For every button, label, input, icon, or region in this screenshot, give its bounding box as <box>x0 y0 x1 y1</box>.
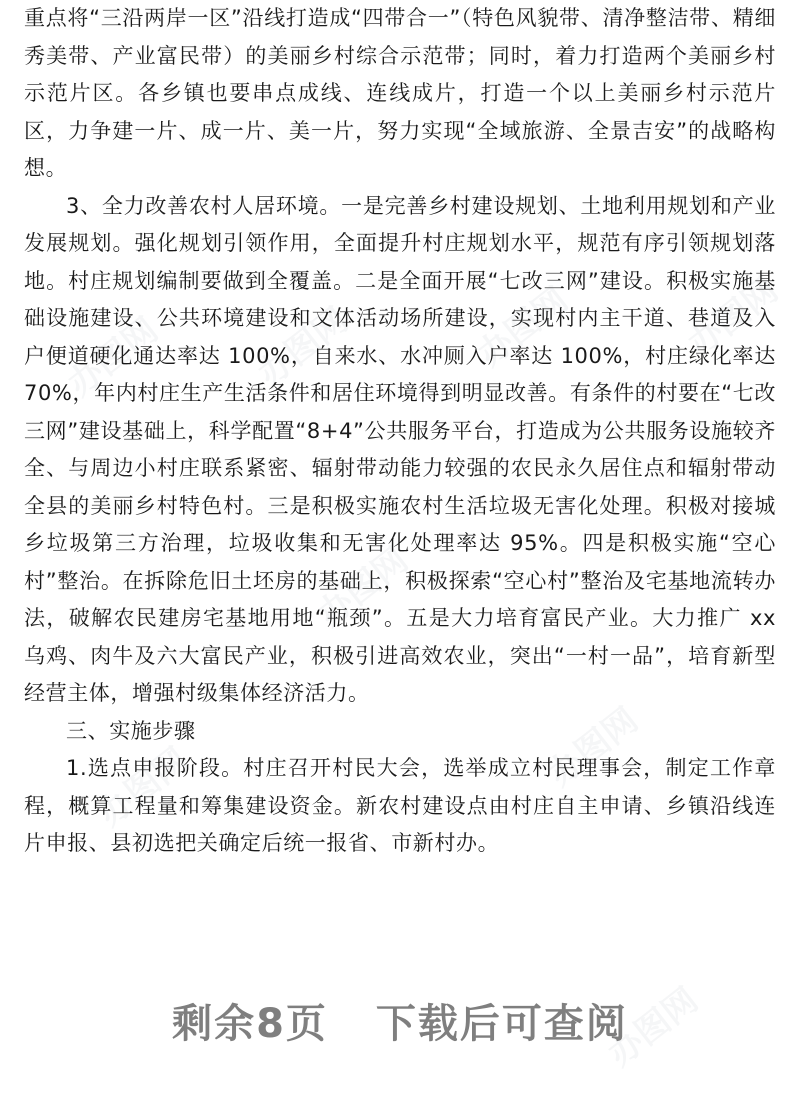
download-prompt-text: 下载后可查阅 <box>375 1001 628 1047</box>
watermark-1: 办图网 <box>60 310 166 405</box>
watermark-2: 办图网 <box>250 300 356 395</box>
section-heading-implementation-steps: 三、实施步骤 <box>66 718 196 743</box>
remaining-pages-text: 剩余8页 <box>172 1001 328 1047</box>
paragraph-intro-continuation: 重点将“三沿两岸一区”沿线打造成“四带合一”（特色风貌带、清净整洁带、精细秀美带、产业富民带）的美丽乡村综合示范带；同时，着力打造两个美丽乡村示范片区。各乡镇也要串点成线、连线成片，打造一个以上美丽乡村示范片区，力争建一片、成一片、美一片，努力实现“全域旅游、全景吉安”的战略构想。 <box>24 6 776 180</box>
watermark-8: 办图网 <box>600 980 706 1075</box>
remaining-pages-banner[interactable] <box>0 992 800 1049</box>
watermark-5: 办图网 <box>310 540 416 635</box>
watermark-3: 办图网 <box>470 280 576 375</box>
watermark-6: 办图网 <box>90 740 196 835</box>
paragraph-site-selection: 1.选点申报阶段。村庄召开村民大会，选举成立村民理事会，制定工作章程，概算工程量和筹集建设资金。新农村建设点由村庄自主申请、乡镇沿线连片申报、县初选把关确定后统一报省、市新村办。 <box>24 756 776 855</box>
document-body <box>24 0 776 863</box>
paragraph-living-environment: 3、全力改善农村人居环境。一是完善乡村建设规划、土地利用规划和产业发展规划。强化规划引领作用，全面提升村庄规划水平，规范有序引领规划落地。村庄规划编制要做到全覆盖。二是全面开展“七改三网”建设。积极实施基础设施建设、公共环境建设和文体活动场所建设，实现村内主干道、巷道及入户便道硬化通达率达 100%，自来水、水冲厕入户率达 100%，村庄绿化率达 70%，年内村庄生产生活条件和居住环境得到明显改善。有条件的村要在“七改三网”建设基础上，科学配置“8+4”公共服务平台，打造成为公共服务设施较齐全、与周边小村庄联系紧密、辐射带动能力较强的农民永久居住点和辐射带动全县的美丽乡村特色村。三是积极实施农村生活垃圾无害化处理。积极对接城乡垃圾第三方治理，垃圾收集和无害化处理率达 95%。四是积极实施“空心村”整治。在拆除危旧土坯房的基础上，积极探索“空心村”整治及宅基地流转办法，破解农民建房宅基地用地“瓶颈”。五是大力培育富民产业。大力推广 xx 乌鸡、肉牛及六大富民产业，积极引进高效农业，突出“一村一品”，培育新型经营主体，增强村级集体经济活力。 <box>24 193 776 705</box>
watermark-7: 办图网 <box>540 700 646 795</box>
watermark-4: 办图网 <box>680 270 786 365</box>
